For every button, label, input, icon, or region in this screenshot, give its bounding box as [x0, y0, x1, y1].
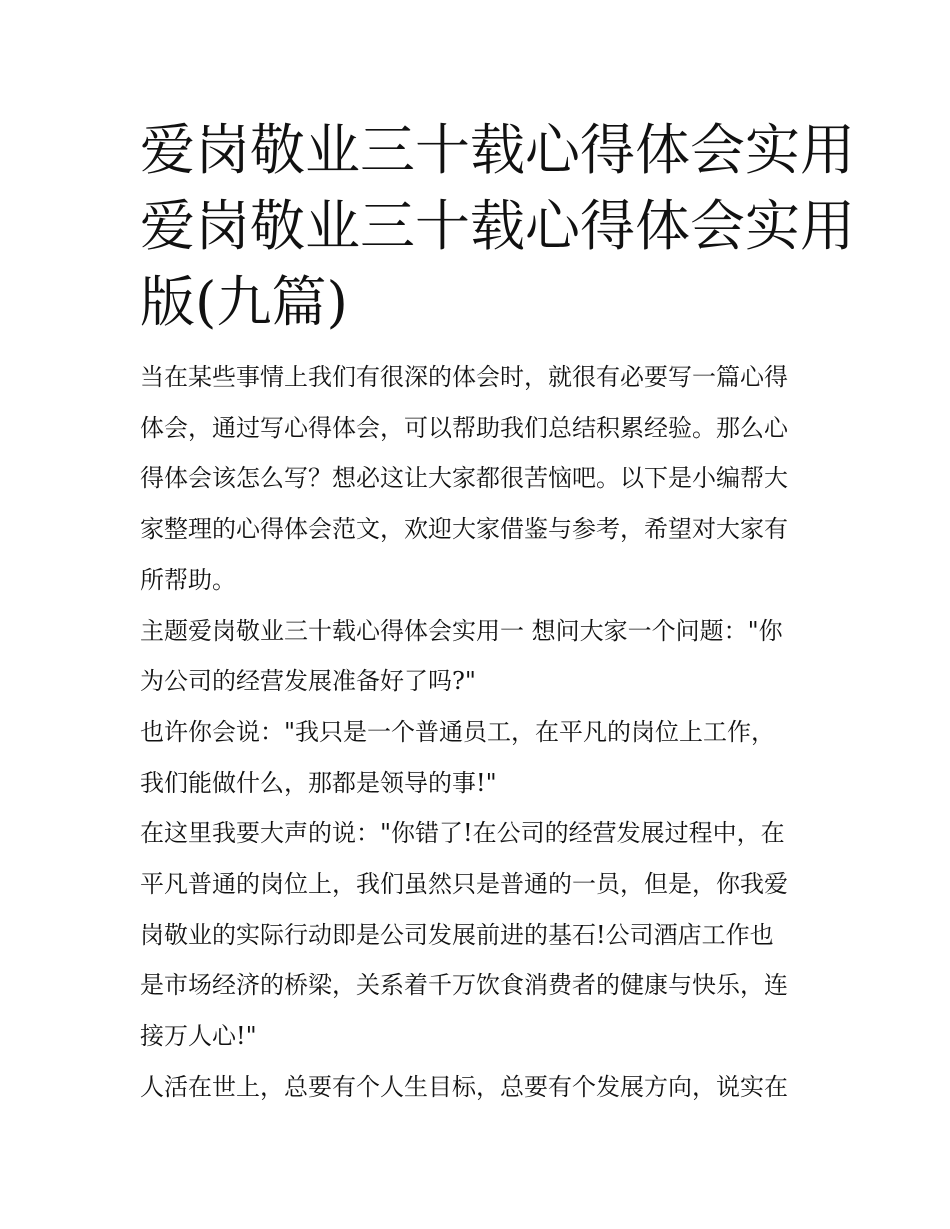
text-line: 家整理的心得体会范文，欢迎大家借鉴与参考，希望对大家有 — [140, 515, 788, 544]
text-line: 岗敬业的实际行动即是公司发展前进的基石!公司酒店工作也 — [140, 920, 774, 949]
text-line: 人活在世上，总要有个人生目标，总要有个发展方向，说实在 — [140, 1072, 788, 1101]
text-line: 所帮助。 — [140, 565, 236, 594]
document-body — [140, 352, 820, 1113]
document-title — [140, 112, 856, 340]
body-paragraph — [140, 808, 820, 1062]
body-paragraph — [140, 707, 820, 808]
intro-paragraph — [140, 352, 820, 606]
text-line: 接万人心!" — [140, 1022, 257, 1051]
title-line: 爱岗敬业三十载心得体会实用 — [140, 194, 856, 258]
text-line: 体会，通过写心得体会，可以帮助我们总结积累经验。那么心 — [140, 413, 788, 442]
body-paragraph — [140, 1062, 820, 1113]
title-line: 版(九篇) — [140, 270, 348, 334]
topic-paragraph — [140, 606, 820, 707]
text-line: 为公司的经营发展准备好了吗?" — [140, 667, 476, 696]
text-line: 我们能做什么，那都是领导的事!" — [140, 768, 497, 797]
text-line: 也许你会说："我只是一个普通员工，在平凡的岗位上工作， — [140, 717, 776, 746]
text-line: 平凡普通的岗位上，我们虽然只是普通的一员，但是，你我爱 — [140, 870, 788, 899]
title-line: 爱岗敬业三十载心得体会实用 — [140, 118, 856, 182]
text-line: 当在某些事情上我们有很深的体会时，就很有必要写一篇心得 — [140, 363, 788, 391]
text-line: 是市场经济的桥梁，关系着千万饮食消费者的健康与快乐，连 — [140, 971, 788, 1000]
text-line: 在这里我要大声的说："你错了!在公司的经营发展过程中，在 — [140, 819, 785, 848]
text-line: 主题爱岗敬业三十载心得体会实用一 想问大家一个问题："你 — [140, 616, 783, 645]
text-line: 得体会该怎么写？想必这让大家都很苦恼吧。以下是小编帮大 — [140, 464, 788, 493]
